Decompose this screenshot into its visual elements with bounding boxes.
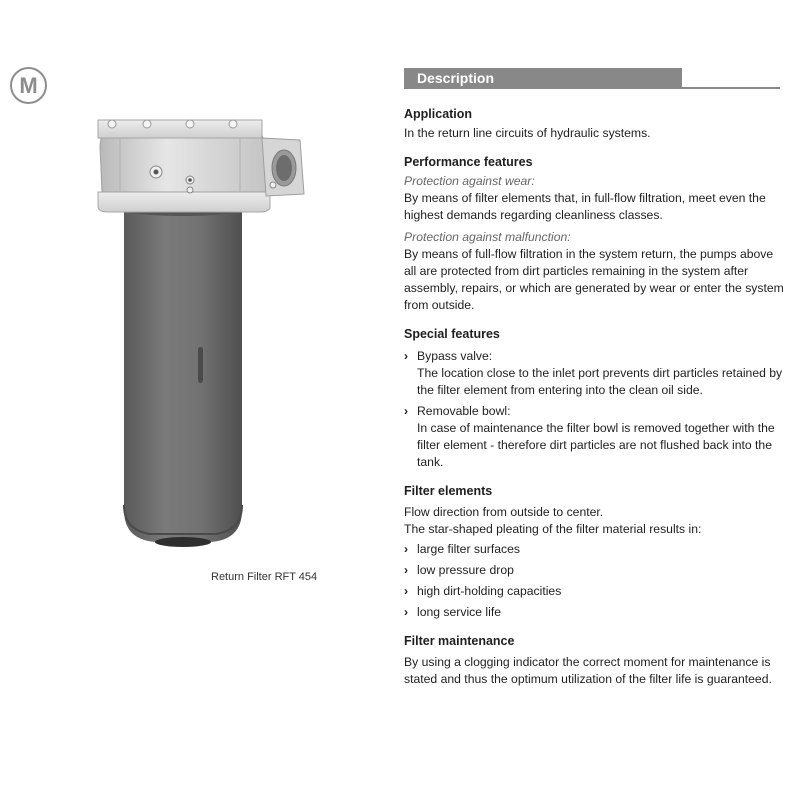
list-item [404,583,784,600]
maintenance-heading: Filter maintenance [404,634,515,648]
performance-heading: Performance features [404,155,533,169]
wear-text: By means of filter elements that, in full-flow filtration, meet even the highest demands regarding cleanliness classes. [404,191,766,222]
bullet-chevron-icon: › [404,404,409,418]
special-item [404,348,784,399]
list-item [404,562,784,579]
application-section [404,106,784,142]
special-item-title: Bypass valve: [417,349,493,363]
image-caption: Return Filter RFT 454 [211,571,318,583]
filter-elements-line: Flow direction from outside to center. [404,505,604,519]
description-header: Description [404,68,682,89]
return-filter-image [90,110,320,550]
list-item-text: large filter surfaces [417,542,520,556]
filter-elements-section [404,483,784,621]
list-item-text: low pressure drop [417,563,514,577]
bullet-chevron-icon: › [404,542,409,556]
malfunction-subheading: Protection against malfunction: [404,230,571,244]
description-content [404,106,784,700]
m-logo: M [10,67,47,104]
special-item-title: Removable bowl: [417,404,511,418]
filter-elements-heading: Filter elements [404,484,493,498]
maintenance-section [404,633,784,688]
application-heading: Application [404,107,473,121]
header-rule [682,87,780,89]
bullet-chevron-icon: › [404,349,409,363]
list-item-text: high dirt-holding capacities [417,584,562,598]
list-item [404,604,784,621]
performance-section [404,154,784,314]
list-item [404,541,784,558]
special-item-text: In case of maintenance the filter bowl is removed together with the filter element - therefore dirt particles are not flushed back into the tank. [417,421,775,469]
special-section [404,326,784,471]
filter-elements-line: The star-shaped pleating of the filter material results in: [404,522,702,536]
bullet-chevron-icon: › [404,605,409,619]
special-item [404,403,784,471]
list-item-text: long service life [417,605,501,619]
application-text: In the return line circuits of hydraulic systems. [404,126,651,140]
wear-subheading: Protection against wear: [404,174,535,188]
special-heading: Special features [404,327,500,341]
bullet-chevron-icon: › [404,584,409,598]
malfunction-text: By means of full-flow filtration in the system return, the pumps above all are protected from dirt particles remaining in the system after assembly, repairs, or which are generated by wear or enter the system from outside. [404,247,784,312]
maintenance-text: By using a clogging indicator the correct moment for maintenance is stated and thus the optimum utilization of the filter life is guaranteed. [404,655,772,686]
bullet-chevron-icon: › [404,563,409,577]
special-item-text: The location close to the inlet port prevents dirt particles retained by the filter element from entering into the clean oil side. [417,366,783,397]
